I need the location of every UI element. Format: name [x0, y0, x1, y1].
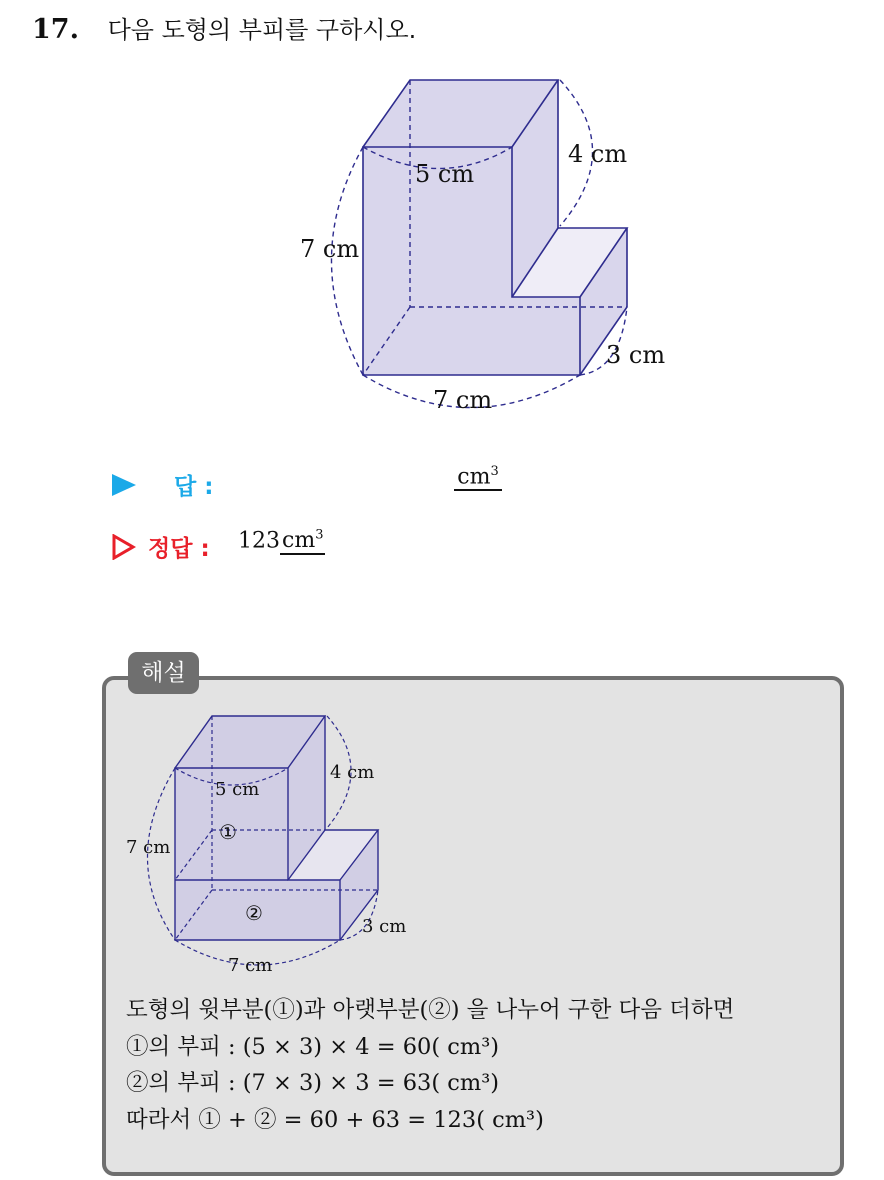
question-number: 17. — [32, 14, 79, 45]
play-triangle-icon — [112, 474, 136, 496]
solution-line: 따라서 ① + ② = 60 + 63 = 123( cm³) — [126, 1106, 544, 1133]
part-1-marker: ① — [219, 820, 237, 844]
correct-label: 정답 : — [148, 536, 210, 562]
solution-line: 도형의 윗부분(①)과 아랫부분(②) 을 나누어 구한 다음 더하면 — [126, 997, 735, 1023]
figure-solution — [0, 700, 884, 1000]
label-height-total: 7 cm — [300, 235, 360, 263]
answer-row — [112, 464, 562, 500]
correct-unit-exp: 3 — [315, 528, 324, 543]
answer-unit — [454, 464, 502, 491]
solution-line: ①의 부피 : (5 × 3) × 4 = 60( cm³) — [126, 1033, 500, 1060]
sol-label-depth: 3 cm — [362, 916, 407, 937]
sol-label-width-total: 7 cm — [228, 955, 273, 976]
label-depth: 3 cm — [606, 341, 666, 369]
label-width-top: 5 cm — [415, 160, 475, 188]
solution-tag: 해설 — [128, 652, 199, 694]
part-2-marker: ② — [245, 901, 263, 925]
outline-triangle-icon — [112, 534, 136, 560]
label-height-top: 4 cm — [568, 140, 628, 168]
label-width-total: 7 cm — [433, 386, 493, 414]
correct-unit-base: cm — [282, 528, 316, 554]
question-text: 다음 도형의 부피를 구하시오. — [107, 16, 417, 44]
answer-label: 답 : — [174, 474, 214, 500]
answer-unit-base: cm — [457, 464, 491, 490]
correct-answer-row — [112, 530, 512, 562]
solution-line: ②의 부피 : (7 × 3) × 3 = 63( cm³) — [126, 1070, 500, 1096]
sol-label-width-top: 5 cm — [215, 779, 260, 800]
correct-unit — [280, 528, 325, 555]
correct-value-group — [238, 528, 325, 553]
solution-text — [126, 992, 734, 1138]
sol-label-height-top: 4 cm — [330, 762, 375, 783]
sol-label-height-total: 7 cm — [126, 837, 171, 858]
correct-value: 123 — [238, 528, 280, 554]
figure-main — [0, 0, 884, 440]
answer-unit-exp: 3 — [490, 464, 499, 479]
